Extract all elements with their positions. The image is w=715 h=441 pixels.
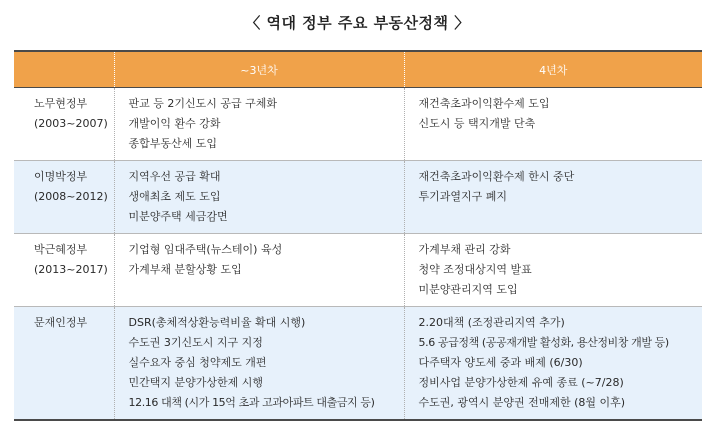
policy-item: 2.20대책 (조정관리지역 추가): [418, 316, 565, 329]
policy-item: 투기과열지구 폐지: [418, 190, 508, 203]
government-name: 노무현정부: [34, 97, 88, 110]
policy-item: 민간택지 분양가상한제 시행: [128, 376, 264, 389]
policy-item: 실수요자 중심 청약제도 개편: [128, 356, 267, 369]
government-name: 박근혜정부: [34, 243, 88, 256]
policy-item: 미분양주택 세금감면: [128, 210, 228, 223]
policy-item: 신도시 등 택지개발 단축: [418, 117, 536, 130]
government-term: (2003~2007): [34, 117, 108, 130]
policy-item: 생애최초 제도 도입: [128, 190, 221, 203]
late-policy-cell: [404, 88, 702, 161]
government-name: 문재인정부: [34, 316, 88, 329]
policy-item: 판교 등 2기신도시 공급 구체화: [128, 97, 277, 110]
policy-item: 기업형 임대주택(뉴스테이) 육성: [128, 243, 283, 256]
early-policy-cell: [114, 307, 404, 421]
government-cell: [14, 307, 114, 421]
policy-item: 수도권, 광역시 분양권 전매제한 (8월 이후): [418, 396, 626, 409]
policy-item: 수도권 3기신도시 지구 지정: [128, 336, 263, 349]
policy-item: 종합부동산세 도입: [128, 137, 218, 150]
late-policy-cell: [404, 307, 702, 421]
policy-item: 지역우선 공급 확대: [128, 170, 221, 183]
policy-item: DSR(총체적상환능력비율 확대 시행): [128, 316, 306, 329]
government-term: (2008~2012): [34, 190, 108, 203]
table-row: [14, 234, 702, 307]
policy-item: 재건축초과이익환수제 한시 중단: [418, 170, 575, 183]
table-row: [14, 88, 702, 161]
policy-item: 재건축초과이익환수제 도입: [418, 97, 550, 110]
header-row: [14, 51, 702, 88]
government-name: 이명박정부: [34, 170, 88, 183]
header-government: [14, 51, 114, 88]
policy-item: 개발이익 환수 강화: [128, 117, 221, 130]
header-fourth-year: 4년차: [404, 51, 702, 88]
late-policy-cell: [404, 161, 702, 234]
table-title: 〈 역대 정부 주요 부동산정책 〉: [245, 14, 470, 32]
policy-table: [14, 50, 702, 421]
late-policy-cell: [404, 234, 702, 307]
policy-item: 청약 조정대상지역 발표: [418, 263, 532, 276]
table-row: [14, 161, 702, 234]
government-cell: [14, 234, 114, 307]
policy-item: 정비사업 분양가상한제 유예 종료 (~7/28): [418, 376, 624, 389]
policy-item: 미분양관리지역 도입: [418, 283, 518, 296]
early-policy-cell: [114, 234, 404, 307]
policy-item: 12.16 대책 (시가 15억 초과 고과아파트 대출금지 등): [128, 396, 375, 409]
policy-item: 가계부채 분할상황 도입: [128, 263, 242, 276]
government-term: (2013~2017): [34, 263, 108, 276]
header-early-years: ~3년차: [114, 51, 404, 88]
table-row: [14, 307, 702, 421]
early-policy-cell: [114, 161, 404, 234]
government-cell: [14, 161, 114, 234]
policy-item: 5.6 공급정책 (공공재개발 활성화, 용산정비창 개발 등): [418, 336, 669, 349]
early-policy-cell: [114, 88, 404, 161]
policy-item: 가계부채 관리 강화: [418, 243, 511, 256]
policy-item: 다주택자 양도세 중과 배제 (6/30): [418, 356, 583, 369]
government-cell: [14, 88, 114, 161]
